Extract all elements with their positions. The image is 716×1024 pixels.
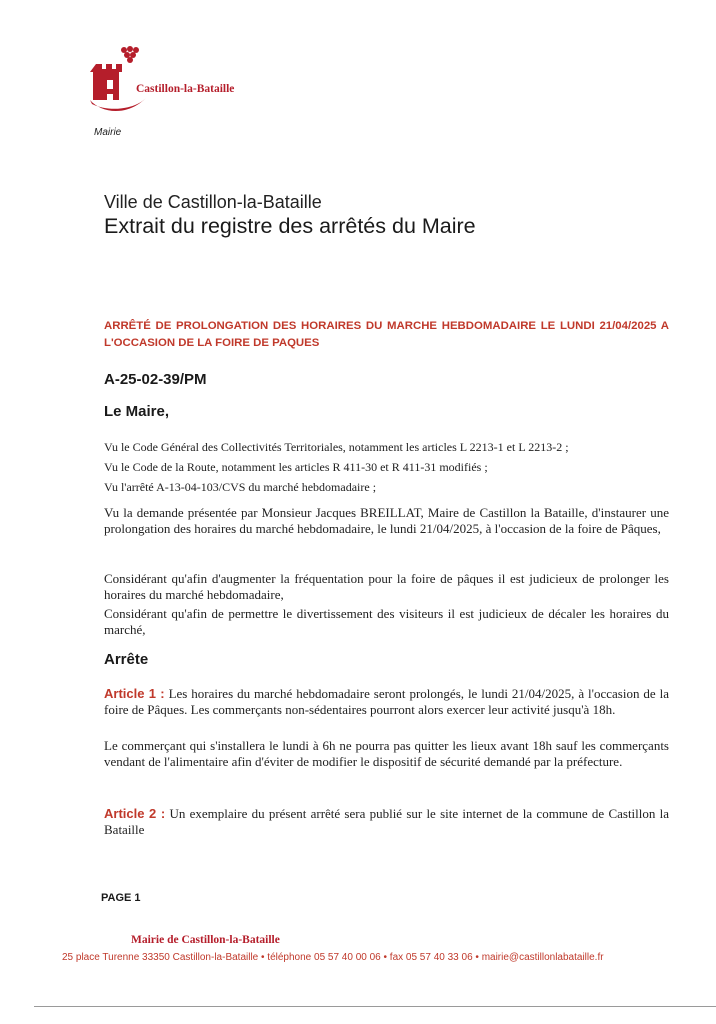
logo-town-name: Castillon-la-Bataille <box>136 83 235 95</box>
article-2 <box>104 806 669 838</box>
vu-code-route: Vu le Code de la Route, notamment les articles R 411-30 et R 411-31 modifiés ; <box>104 460 488 474</box>
considerant-frequentation: Considérant qu'afin d'augmenter la fréquentation pour la foire de pâques il est judicieux de prolonger les horaires du marché hebdomadaire, <box>104 571 669 602</box>
article-2-label: Article 2 : <box>104 806 166 821</box>
arrete-heading: Arrête <box>104 651 149 668</box>
vu-arrete-marche: Vu l'arrêté A-13-04-103/CVS du marché hebdomadaire ; <box>104 480 377 494</box>
bottom-divider <box>34 1006 716 1007</box>
article-1-text: Les horaires du marché hebdomadaire seront prolongés, le lundi 21/04/2025, à l'occasion de la foire de Pâques. Les commerçants non-sédentaires pourront alors exercer leur activité jusqu'à 18h. <box>104 686 669 717</box>
header-city: Ville de Castillon-la-Bataille <box>104 192 322 212</box>
decree-reference: A-25-02-39/PM <box>104 371 207 388</box>
vu-demande-paragraph: Vu la demande présentée par Monsieur Jacques BREILLAT, Maire de Castillon la Bataille, d'instaurer une prolongation des horaires du marché hebdomadaire, le lundi 21/04/2025, à l'occasion de la foire de Pâques, <box>104 505 669 536</box>
vu-code-collectivites: Vu le Code Général des Collectivités Territoriales, notamment les articles L 2213-1 et L 2213-2 ; <box>104 440 569 454</box>
considerant-divertissement: Considérant qu'afin de permettre le divertissement des visiteurs il est judicieux de décaler les horaires du marché, <box>104 606 669 637</box>
article-2-text: Un exemplaire du présent arrêté sera publié sur le site internet de la commune de Castillon la Bataille <box>104 806 670 837</box>
footer-contact-line: 25 place Turenne 33350 Castillon-la-Bataille • téléphone 05 57 40 00 06 • fax 05 57 40 33 06 • mairie@castillonlabataille.fr <box>62 952 604 963</box>
town-logo <box>88 44 298 144</box>
decree-title: ARRÊTÉ DE PROLONGATION DES HORAIRES DU MARCHE HEBDOMADAIRE LE LUNDI 21/04/2025 A L'OCCASION DE LA FOIRE DE PAQUES <box>104 320 669 349</box>
footer-organization: Mairie de Castillon-la-Bataille <box>131 934 280 946</box>
article-1-continuation: Le commerçant qui s'installera le lundi à 6h ne pourra pas quitter les lieux avant 18h sauf les commerçants vendant de l'alimentaire afin d'éviter de modifier le dispositif de sécurité demandé par la préfecture. <box>104 738 669 769</box>
article-1 <box>104 686 669 718</box>
article-1-label: Article 1 : <box>104 686 165 701</box>
logo-subtitle: Mairie <box>94 127 122 138</box>
page-number: PAGE 1 <box>101 892 141 904</box>
header-register-title: Extrait du registre des arrêtés du Maire <box>104 214 476 238</box>
mayor-heading: Le Maire, <box>104 403 170 420</box>
